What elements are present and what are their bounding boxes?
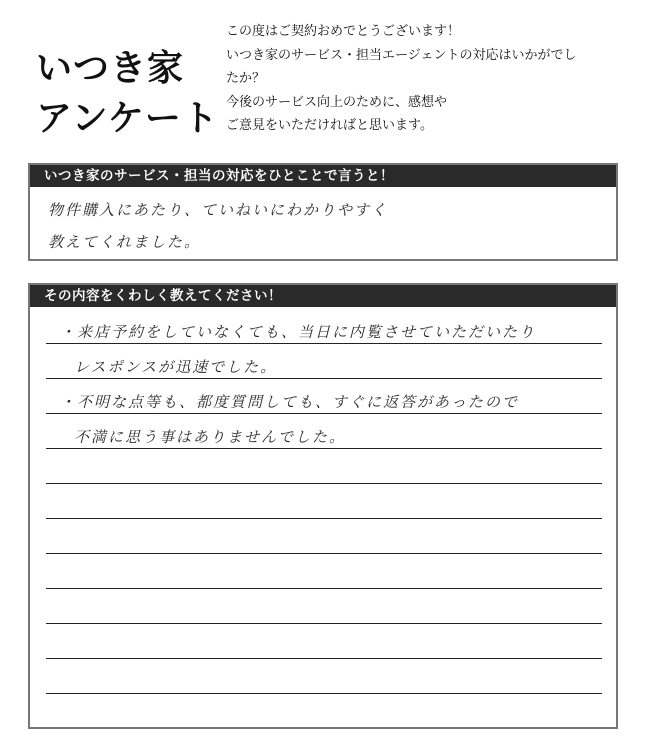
writing-line [46, 448, 602, 449]
summary-answer-line: 教えてくれました。 [48, 233, 202, 251]
intro-line: たか？ [226, 71, 266, 86]
details-heading: その内容をくわしく教えてください！ [30, 285, 616, 307]
writing-line [46, 588, 602, 589]
summary-section [28, 163, 618, 261]
writing-line [46, 623, 602, 624]
intro-line: この度はご契約おめでとうございます！ [226, 24, 461, 39]
intro-line: いつき家のサービス・担当エージェントの対応はいかがでし [226, 47, 577, 63]
writing-line [46, 693, 602, 694]
intro-line: ご意見をいただければと思います。 [226, 118, 433, 133]
writing-line [46, 553, 602, 554]
writing-line [46, 658, 602, 659]
summary-answer-line: 物件購入にあたり、ていねいにわかりやすく [48, 201, 389, 219]
writing-line [46, 518, 602, 519]
details-answer-line: レスポンスが迅速でした。 [74, 358, 278, 376]
intro-text [226, 20, 636, 138]
page-title-line2: アンケート [36, 98, 219, 139]
intro-line: 今後のサービス向上のために、感想や [226, 94, 448, 110]
details-answer-line: ・来店予約をしていなくても、当日に内覧させていただいたり [60, 323, 537, 341]
writing-line [46, 413, 602, 414]
writing-line [46, 483, 602, 484]
page-title-line1: いつき家 [36, 48, 185, 89]
summary-heading: いつき家のサービス・担当の対応をひとことで言うと！ [30, 165, 616, 187]
details-answer-line: ・不明な点等も、都度質問しても、すぐに返答があったので [60, 393, 519, 411]
details-answer-line: 不満に思う事はありませんでした。 [74, 428, 347, 446]
writing-line [46, 378, 602, 379]
writing-line [46, 343, 602, 344]
details-section [28, 283, 618, 729]
